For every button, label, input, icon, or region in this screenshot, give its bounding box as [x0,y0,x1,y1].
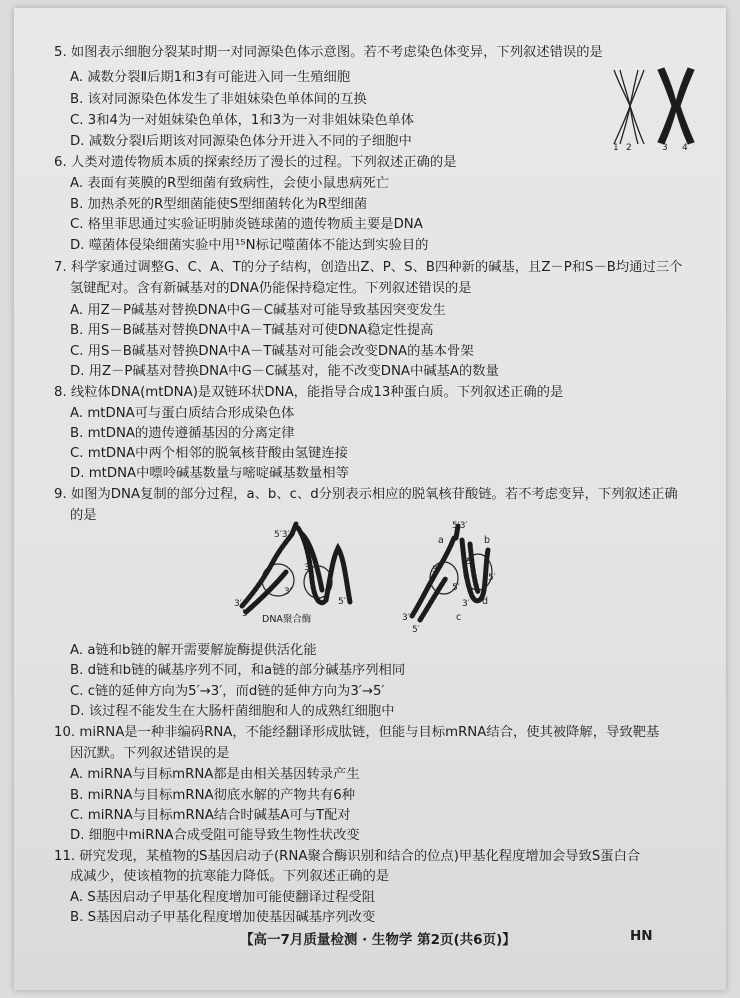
chromosome-label-1: 1 [613,143,619,152]
q10-option-a: A. miRNA与目标mRNA都是由相关基因转录产生 [70,767,360,782]
q10-option-b: B. miRNA与目标mRNA彻底水解的产物共有6种 [70,788,356,803]
q7-option-b: B. 用S－B碱基对替换DNA中A－T碱基对可使DNA稳定性提高 [70,323,434,338]
q9-stem-cont: 的是 [70,508,97,523]
right-label-3-bottom: 3′ [402,613,410,623]
right-label-5-3: 5′3′ [452,521,468,531]
footer-region-code: HN [630,928,653,944]
q10-option-d: D. 细胞中miRNA合成受阻可能导致生物性状改变 [70,828,360,843]
q7-option-c: C. 用S－B碱基对替换DNA中A－T碱基对可能会改变DNA的基本骨架 [70,344,474,359]
q6-option-d: D. 噬菌体侵染细菌实验中用¹⁵N标记噬菌体不能达到实验目的 [70,238,429,253]
q9-option-b: B. d链和b链的碱基序列不同，和a链的部分碱基序列相同 [70,663,406,678]
q5-option-d: D. 减数分裂Ⅰ后期该对同源染色体分开进入不同的子细胞中 [70,134,412,149]
right-label-5-lower: 5′ [452,583,460,593]
chromosome-label-3: 3 [662,143,668,152]
q7-stem: 7. 科学家通过调整G、C、A、T的分子结构，创造出Z、P、S、B四种新的碱基，且Z－P和S－B均通过三个 [54,260,683,275]
left-label-3-bottom: 3′ [234,599,242,609]
q11-stem: 11. 研究发现，某植物的S基因启动子(RNA聚合酶识别和结合的位点)甲基化程度增加会导致S蛋白合 [54,849,641,864]
left-label-3-mid: 3′ [304,563,312,573]
left-label-5-bottom: 5′ [242,609,250,619]
dna-replication-figure [226,520,516,636]
q6-option-c: C. 格里菲思通过实验证明肺炎链球菌的遗传物质主要是DNA [70,217,423,232]
left-fork [242,524,350,612]
q8-option-a: A. mtDNA可与蛋白质结合形成染色体 [70,406,295,421]
q10-stem: 10. miRNA是一种非编码RNA，不能经翻译形成肽链，但能与目标mRNA结合，使其被降解，导致靶基 [54,725,660,740]
q9-option-d: D. 该过程不能发生在大肠杆菌细胞和人的成熟红细胞中 [70,704,395,719]
q6-option-a: A. 表面有荚膜的R型细菌有致病性，会使小鼠患病死亡 [70,176,390,191]
q9-stem: 9. 如图为DNA复制的部分过程，a、b、c、d分别表示相应的脱氧核苷酸链。若不考虑变异，下列叙述正确 [54,487,678,502]
right-label-3-left: 3′ [432,565,440,575]
q5-option-c: C. 3和4为一对姐妹染色单体，1和3为一对非姐妹染色单体 [70,113,415,128]
chain-d-label: d [482,596,489,607]
chain-c-label: c [456,612,462,623]
q9-option-a: A. a链和b链的解开需要解旋酶提供活化能 [70,643,317,658]
chromosome-label-2: 2 [626,143,632,152]
q11-stem-cont: 成减少，使该植物的抗寒能力降低。下列叙述正确的是 [70,869,390,884]
chromosome-label-4: 4 [682,143,688,152]
q5-stem: 5. 如图表示细胞分裂某时期一对同源染色体示意图。若不考虑染色体变异，下列叙述错误的是 [54,45,603,60]
left-label-3-inner: 3′ [284,587,292,597]
q7-stem-cont: 氢键配对。含有新碱基对的DNA仍能保持稳定性。下列叙述错误的是 [70,281,472,296]
left-label-5-right: 5′ [338,597,346,607]
q9-option-c: C. c链的延伸方向为5′→3′，而d链的延伸方向为3′→5′ [70,684,385,699]
q10-option-c: C. miRNA与目标mRNA结合时碱基A可与T配对 [70,808,351,823]
chromosome-dark-right [658,68,694,144]
right-label-3-upper: 3′ [466,557,474,567]
enzyme-label: DNA聚合酶 [262,614,312,625]
q8-stem: 8. 线粒体DNA(mtDNA)是双链环状DNA，能指导合成13种蛋白质。下列叙述正确的是 [54,385,564,400]
q5-option-a: A. 减数分裂Ⅱ后期1和3有可能进入同一生殖细胞 [70,70,351,85]
q7-option-d: D. 用Z－P碱基对替换DNA中G－C碱基对，能不改变DNA中碱基A的数量 [70,364,499,379]
left-label-5-3: 5′3′ [274,530,290,540]
right-fork [412,526,491,620]
q8-option-c: C. mtDNA中两个相邻的脱氧核苷酸由氢键连接 [70,446,348,461]
q6-stem: 6. 人类对遗传物质本质的探索经历了漫长的过程。下列叙述正确的是 [54,155,457,170]
right-label-3-lower: 3′ [462,599,470,609]
q5-option-b: B. 该对同源染色体发生了非姐妹染色单体间的互换 [70,92,367,107]
q8-option-b: B. mtDNA的遗传遵循基因的分离定律 [70,426,295,441]
right-label-5-bottom: 5′ [412,625,420,635]
chain-a-label: a [438,535,444,546]
q8-option-d: D. mtDNA中嘌呤碱基数量与嘧啶碱基数量相等 [70,466,349,481]
footer-exam-info: 【高一7月质量检测 · 生物学 第2页(共6页)】 [240,932,516,948]
right-label-5-mid: 5′ [488,573,496,583]
q6-option-b: B. 加热杀死的R型细菌能使S型细菌转化为R型细菌 [70,197,368,212]
q11-option-a: A. S基因启动子甲基化程度增加可能使翻译过程受阻 [70,890,375,905]
chromosome-figure [606,66,698,152]
q7-option-a: A. 用Z－P碱基对替换DNA中G－C碱基对可能导致基因突变发生 [70,303,446,318]
chain-b-label: b [484,535,491,546]
chromosome-light-left [614,70,644,144]
q11-option-b: B. S基因启动子甲基化程度增加使基因碱基序列改变 [70,910,376,925]
q10-stem-cont: 因沉默。下列叙述错误的是 [70,746,230,761]
